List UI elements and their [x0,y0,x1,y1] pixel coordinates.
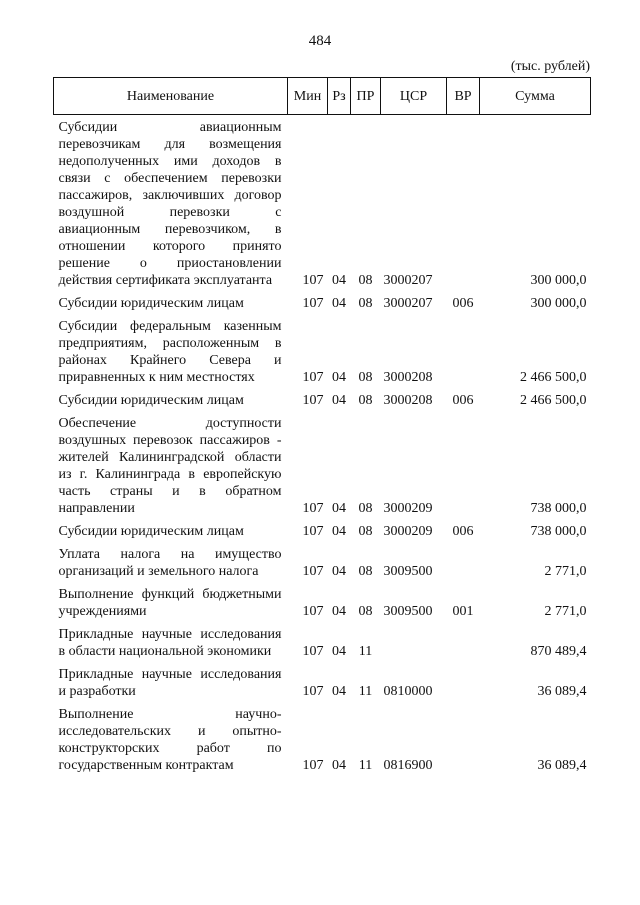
cell-min: 107 [302,604,324,619]
header-pr: ПР [351,78,381,115]
cell-name: Субсидии юридическим лицам [58,393,244,408]
cell-rz: 04 [332,501,346,516]
cell-csr: 3000207 [383,296,433,311]
cell-pr: 08 [358,393,373,408]
cell-rz: 04 [332,524,346,539]
cell-name: Уплата налога на имущество организаций и земельного налога [58,547,282,579]
cell-csr: 3000207 [383,273,433,288]
table-row [54,409,591,517]
cell-min: 107 [302,393,324,408]
cell-min: 107 [302,273,324,288]
budget-table [53,77,591,774]
cell-min: 107 [302,564,324,579]
table-row [54,115,591,290]
cell-name: Прикладные научные исследования в области национальной экономики [58,627,282,659]
cell-min: 107 [302,296,324,311]
cell-pr: 08 [358,296,373,311]
table-row [54,580,591,620]
cell-pr: 11 [358,644,373,659]
cell-rz: 04 [332,644,346,659]
cell-csr: 3009500 [383,564,433,579]
header-min: Мин [288,78,328,115]
header-name: Наименование [54,78,288,115]
cell-vr [447,620,480,660]
cell-name: Субсидии федеральным казенным предприятиям, расположенным в районах Крайнего Севера и приравненных к ним местностях [58,319,282,385]
cell-name: Прикладные научные исследования и разработки [58,667,282,699]
cell-rz: 04 [332,564,346,579]
cell-sum: 2 771,0 [544,604,587,619]
cell-sum: 870 489,4 [530,644,587,659]
table-row [54,700,591,774]
cell-csr: 3000208 [383,370,433,385]
cell-vr [447,409,480,517]
cell-name: Выполнение функций бюджетными учреждениями [58,587,282,619]
cell-rz: 04 [332,370,346,385]
units-note: (тыс. рублей) [510,59,590,74]
cell-sum: 36 089,4 [537,684,587,699]
cell-name: Субсидии юридическим лицам [58,296,244,311]
cell-pr: 08 [358,524,373,539]
cell-pr: 11 [358,684,373,699]
cell-sum: 300 000,0 [530,296,587,311]
cell-pr: 11 [358,758,373,773]
cell-sum: 2 466 500,0 [520,370,587,385]
table-row [54,660,591,700]
cell-rz: 04 [332,758,346,773]
cell-vr [447,115,480,290]
cell-rz: 04 [332,604,346,619]
cell-min: 107 [302,758,324,773]
cell-pr: 08 [358,501,373,516]
page-number: 484 [308,33,332,49]
cell-pr: 08 [358,564,373,579]
table-row [54,289,591,312]
cell-vr [447,540,480,580]
cell-pr: 08 [358,370,373,385]
cell-rz: 04 [332,393,346,408]
cell-sum: 2 466 500,0 [520,393,587,408]
cell-csr: 3000209 [383,501,433,516]
cell-vr: 006 [452,296,474,311]
cell-min: 107 [302,501,324,516]
table-body [54,115,591,775]
table-row [54,312,591,386]
table-row [54,540,591,580]
cell-pr: 08 [358,604,373,619]
cell-sum: 300 000,0 [530,273,587,288]
cell-name: Субсидии юридическим лицам [58,524,244,539]
cell-sum: 738 000,0 [530,501,587,516]
table-row [54,517,591,540]
cell-csr: 0816900 [383,758,433,773]
cell-csr: 0810000 [383,684,433,699]
cell-sum: 738 000,0 [530,524,587,539]
header-vr: ВР [447,78,480,115]
table-row [54,620,591,660]
cell-sum: 36 089,4 [537,758,587,773]
cell-sum: 2 771,0 [544,564,587,579]
header-rz: Рз [328,78,351,115]
table-row [54,386,591,409]
cell-vr: 006 [452,524,474,539]
cell-min: 107 [302,370,324,385]
cell-csr: 3000209 [383,524,433,539]
cell-pr: 08 [358,273,373,288]
cell-min: 107 [302,524,324,539]
cell-vr [447,700,480,774]
cell-min: 107 [302,684,324,699]
header-csr: ЦСР [381,78,447,115]
cell-csr [381,620,447,660]
cell-vr: 006 [452,393,474,408]
cell-csr: 3009500 [383,604,433,619]
cell-vr [447,660,480,700]
cell-rz: 04 [332,273,346,288]
cell-name: Обеспечение доступности воздушных перевозок пассажиров - жителей Калининградской области из г. Калининграда в европейскую часть страны и в обратном направлении [58,416,282,516]
cell-min: 107 [302,644,324,659]
cell-vr: 001 [452,604,474,619]
cell-rz: 04 [332,684,346,699]
table-header [54,78,591,115]
cell-name: Выполнение научно-исследовательских и опытно-конструкторских работ по государственным контрактам [58,707,282,773]
cell-csr: 3000208 [383,393,433,408]
header-sum: Сумма [480,78,591,115]
cell-vr [447,312,480,386]
cell-rz: 04 [332,296,346,311]
cell-name: Субсидии авиационным перевозчикам для возмещения недополученных ими доходов в связи с обеспечением перевозки пассажиров, заключивших договор воздушной перевозки с авиационным перевозчиком, в отношении которого принято решение о приостановлении действия сертификата эксплуатанта [58,120,282,288]
